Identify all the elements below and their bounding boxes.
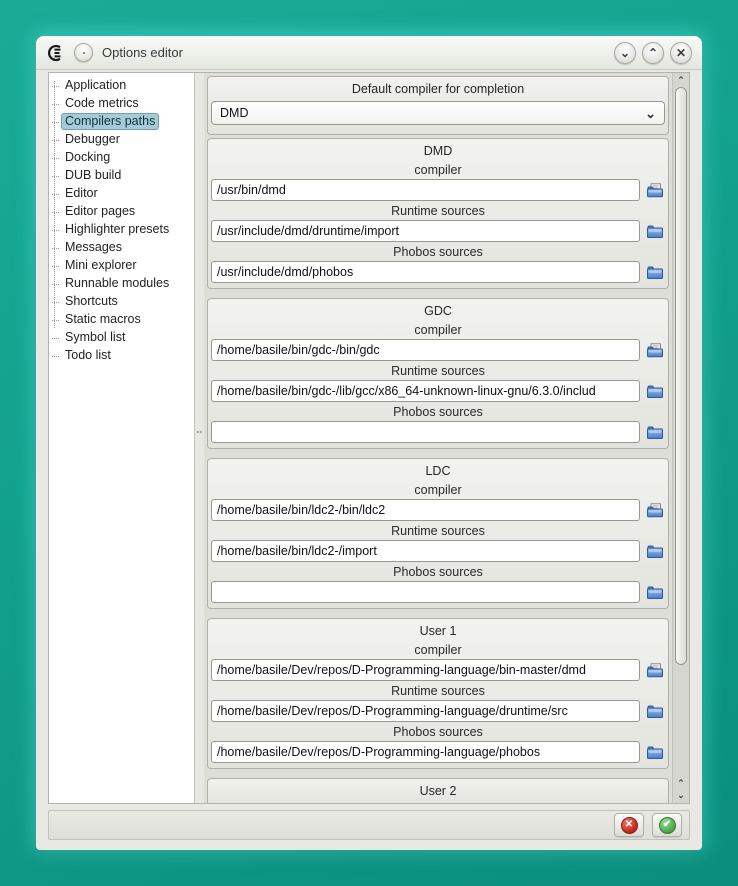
gdc-runtime-sources-browse-button[interactable] (644, 382, 665, 400)
field-label-runtime-sources: Runtime sources (391, 204, 485, 218)
group-gdc (207, 298, 669, 449)
dmd-phobos-sources-input[interactable] (211, 261, 640, 283)
field-row (208, 700, 668, 722)
sidebar-item-shortcuts[interactable]: Shortcuts (61, 293, 122, 310)
vertical-scrollbar[interactable] (672, 73, 689, 803)
compiler-groups (206, 138, 670, 803)
sidebar-item-debugger[interactable]: Debugger (61, 131, 124, 148)
ldc-compiler-input[interactable] (211, 499, 640, 521)
cancel-button[interactable] (614, 813, 644, 837)
open-file-icon (646, 183, 664, 198)
open-file-icon (646, 663, 664, 678)
user-1-runtime-sources-input[interactable] (211, 700, 640, 722)
sidebar-item-todo-list[interactable]: Todo list (61, 347, 115, 364)
sidebar-item-application[interactable]: Application (61, 77, 130, 94)
field-label-phobos-sources: Phobos sources (393, 245, 483, 259)
field-label-runtime-sources: Runtime sources (391, 364, 485, 378)
dmd-runtime-sources-browse-button[interactable] (644, 222, 665, 240)
open-file-icon (646, 503, 664, 518)
chevron-down-icon: ⌄ (645, 105, 656, 121)
field-row (208, 499, 668, 521)
sidebar-item-code-metrics[interactable]: Code metrics (61, 95, 143, 112)
user-1-compiler-browse-button[interactable] (644, 661, 665, 679)
gdc-runtime-sources-input[interactable] (211, 380, 640, 402)
folder-icon (646, 704, 664, 719)
field-row (208, 179, 668, 201)
sidebar-item-highlighter-presets[interactable]: Highlighter presets (61, 221, 173, 238)
folder-icon (646, 384, 664, 399)
window-menu-button[interactable] (74, 43, 93, 62)
group-title: Default compiler for completion (351, 82, 525, 96)
ldc-phobos-sources-browse-button[interactable] (644, 583, 665, 601)
folder-icon (646, 425, 664, 440)
accept-icon: ✔ (659, 817, 676, 834)
dmd-compiler-browse-button[interactable] (644, 181, 665, 199)
gdc-compiler-browse-button[interactable] (644, 341, 665, 359)
field-label-compiler: compiler (414, 483, 462, 497)
field-row (208, 741, 668, 763)
dmd-runtime-sources-input[interactable] (211, 220, 640, 242)
group-title: LDC (425, 464, 451, 478)
window-title: Options editor (102, 45, 183, 60)
dialog-footer (48, 810, 690, 840)
field-label-phobos-sources: Phobos sources (393, 725, 483, 739)
app-logo-icon (46, 44, 66, 62)
group-default-compiler (207, 76, 669, 135)
folder-icon (646, 745, 664, 760)
field-label-compiler: compiler (414, 163, 462, 177)
title-bar[interactable] (36, 36, 702, 70)
field-label-runtime-sources: Runtime sources (391, 684, 485, 698)
field-label-compiler: compiler (414, 323, 462, 337)
ldc-compiler-browse-button[interactable] (644, 501, 665, 519)
field-row (208, 540, 668, 562)
sidebar-item-mini-explorer[interactable]: Mini explorer (61, 257, 141, 274)
sidebar-item-messages[interactable]: Messages (61, 239, 126, 256)
sidebar-item-runnable-modules[interactable]: Runnable modules (61, 275, 173, 292)
group-dmd (207, 138, 669, 289)
sidebar-item-docking[interactable]: Docking (61, 149, 114, 166)
default-compiler-select[interactable] (211, 101, 665, 125)
folder-icon (646, 585, 664, 600)
scroll-up-icon[interactable]: ⌃ (677, 778, 685, 788)
scrollbar-thumb[interactable] (675, 87, 687, 665)
field-label-phobos-sources: Phobos sources (393, 565, 483, 579)
minimize-button[interactable]: ⌄ (614, 42, 636, 64)
sidebar-item-compilers-paths[interactable]: Compilers paths (61, 113, 159, 130)
group-user-1 (207, 618, 669, 769)
group-ldc (207, 458, 669, 609)
field-label-compiler: compiler (414, 643, 462, 657)
sidebar-item-static-macros[interactable]: Static macros (61, 311, 145, 328)
combo-value: DMD (220, 106, 249, 120)
field-row (208, 581, 668, 603)
dmd-compiler-input[interactable] (211, 179, 640, 201)
sidebar-item-editor-pages[interactable]: Editor pages (61, 203, 139, 220)
ldc-phobos-sources-input[interactable] (211, 581, 640, 603)
user-1-compiler-input[interactable] (211, 659, 640, 681)
scroll-up-icon[interactable]: ⌃ (677, 75, 685, 85)
gdc-compiler-input[interactable] (211, 339, 640, 361)
field-label-runtime-sources: Runtime sources (391, 524, 485, 538)
field-row (208, 339, 668, 361)
field-row (208, 380, 668, 402)
cancel-icon: ✕ (621, 817, 638, 834)
ldc-runtime-sources-browse-button[interactable] (644, 542, 665, 560)
group-title: DMD (423, 144, 453, 158)
group-title: User 2 (419, 784, 457, 798)
group-title: User 1 (419, 624, 457, 638)
accept-button[interactable] (652, 813, 682, 837)
sidebar-item-editor[interactable]: Editor (61, 185, 102, 202)
folder-icon (646, 265, 664, 280)
options-editor-window (36, 36, 702, 850)
field-row (208, 220, 668, 242)
gdc-phobos-sources-browse-button[interactable] (644, 423, 665, 441)
close-button[interactable]: ✕ (670, 42, 692, 64)
splitter-handle[interactable] (195, 73, 204, 803)
user-1-phobos-sources-input[interactable] (211, 741, 640, 763)
sidebar-item-dub-build[interactable]: DUB build (61, 167, 125, 184)
folder-icon (646, 224, 664, 239)
scroll-down-icon[interactable]: ⌄ (677, 790, 685, 800)
field-row (208, 421, 668, 443)
maximize-button[interactable]: ⌃ (642, 42, 664, 64)
field-row (208, 261, 668, 283)
folder-icon (646, 544, 664, 559)
sidebar-item-symbol-list[interactable]: Symbol list (61, 329, 129, 346)
user-1-runtime-sources-browse-button[interactable] (644, 702, 665, 720)
user-1-phobos-sources-browse-button[interactable] (644, 743, 665, 761)
group-user-2 (207, 778, 669, 803)
categories-sidebar (49, 73, 195, 803)
field-row (208, 659, 668, 681)
open-file-icon (646, 343, 664, 358)
group-title: GDC (424, 304, 452, 318)
category-tree (61, 77, 192, 364)
dmd-phobos-sources-browse-button[interactable] (644, 263, 665, 281)
field-label-phobos-sources: Phobos sources (393, 405, 483, 419)
content-area (48, 72, 690, 804)
gdc-phobos-sources-input[interactable] (211, 421, 640, 443)
ldc-runtime-sources-input[interactable] (211, 540, 640, 562)
compilers-paths-panel (204, 73, 672, 803)
